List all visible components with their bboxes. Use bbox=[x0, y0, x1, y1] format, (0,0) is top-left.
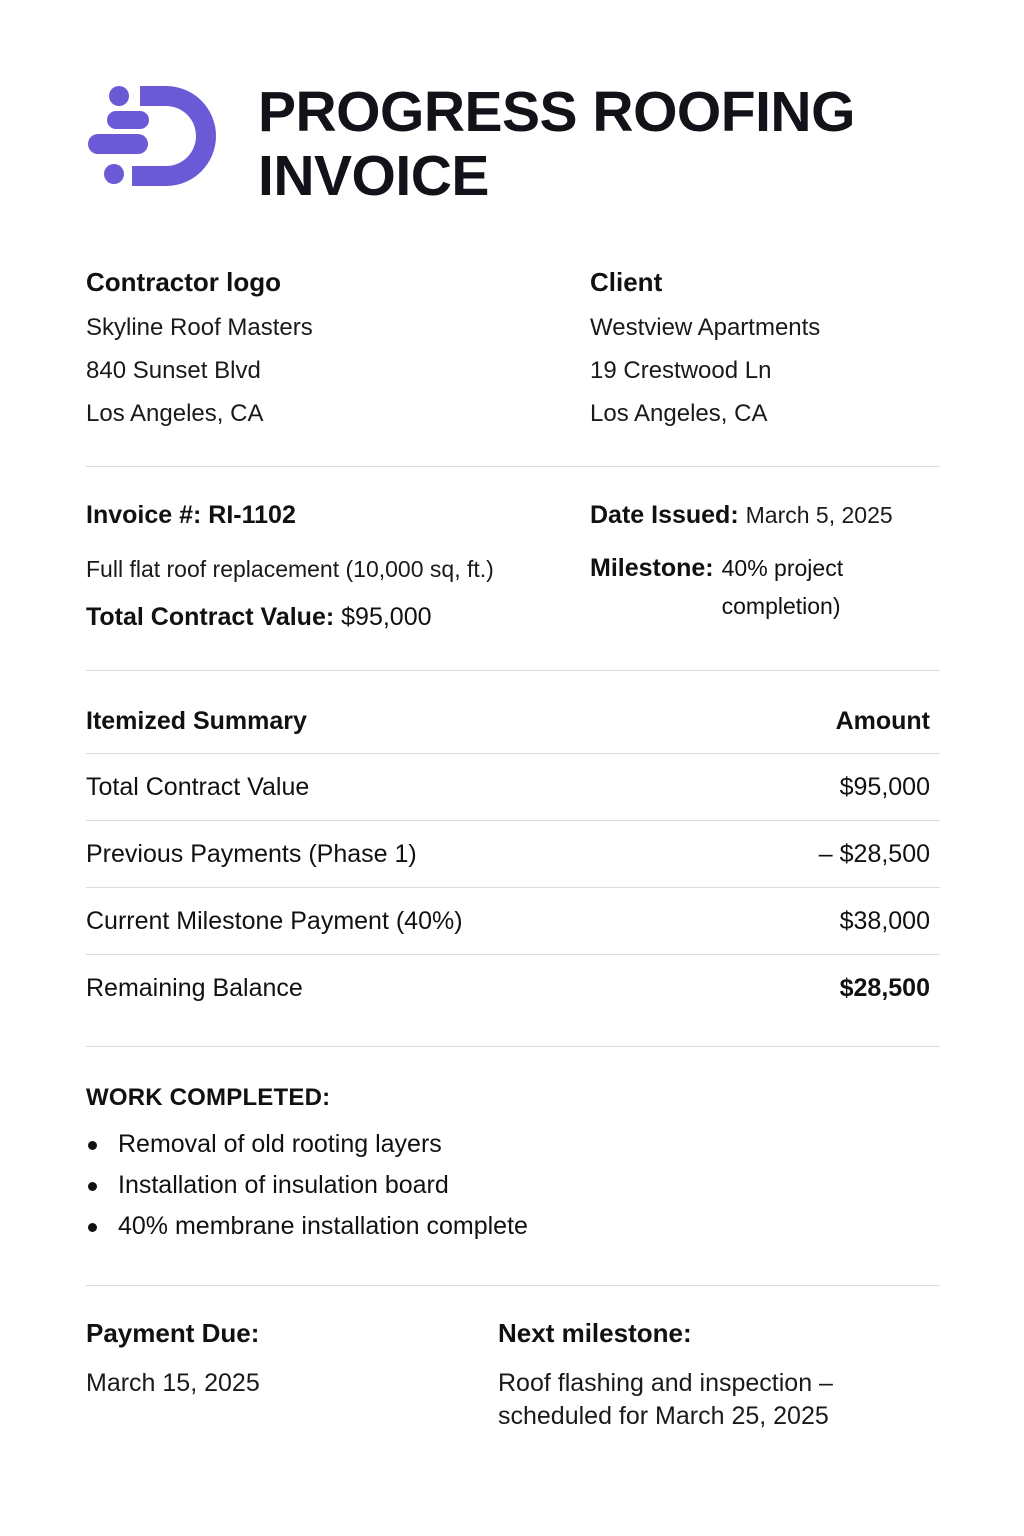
invoice-number-value: RI-1102 bbox=[208, 501, 296, 529]
milestone-value: 40% project completion) bbox=[721, 555, 844, 619]
client-city: Los Angeles, CA bbox=[590, 400, 768, 427]
work-list bbox=[86, 1124, 940, 1247]
client-heading: Client bbox=[590, 267, 663, 297]
payment-due-block bbox=[86, 1315, 466, 1403]
bullet-icon bbox=[88, 1141, 97, 1150]
client-name: Westview Apartments bbox=[590, 314, 821, 341]
contractor-city: Los Angeles, CA bbox=[86, 400, 264, 427]
contract-value-line bbox=[86, 601, 586, 633]
date-issued-line bbox=[590, 499, 940, 531]
milestone-line bbox=[590, 549, 940, 625]
payment-due-date: March 15, 2025 bbox=[86, 1369, 260, 1397]
row-label: Total Contract Value bbox=[86, 772, 310, 801]
header-amount: Amount bbox=[835, 707, 930, 735]
client-street: 19 Crestwood Ln bbox=[590, 357, 772, 384]
divider bbox=[86, 1285, 940, 1286]
divider bbox=[86, 670, 940, 671]
next-milestone-heading: Next milestone: bbox=[498, 1318, 692, 1348]
row-label: Remaining Balance bbox=[86, 974, 303, 1002]
bullet-icon bbox=[88, 1182, 97, 1191]
list-item bbox=[86, 1206, 940, 1247]
divider bbox=[86, 1046, 940, 1047]
table-row bbox=[86, 821, 940, 888]
remaining-balance-amount: $28,500 bbox=[839, 974, 930, 1002]
table-header bbox=[86, 690, 940, 754]
next-milestone-line-2: scheduled for March 25, 2025 bbox=[498, 1402, 829, 1430]
itemized-summary-table bbox=[86, 690, 940, 1022]
row-amount: – $28,500 bbox=[818, 839, 930, 868]
work-heading: WORK COMPLETED: bbox=[86, 1084, 331, 1111]
invoice-number-label: Invoice #: bbox=[86, 501, 202, 529]
title-line-2: INVOICE bbox=[258, 144, 489, 208]
row-label: Current Milestone Payment (40%) bbox=[86, 906, 463, 935]
row-label: Previous Payments (Phase 1) bbox=[86, 839, 417, 868]
title-line-1: PROGRESS ROOFING bbox=[258, 80, 855, 144]
milestone-label: Milestone: bbox=[590, 554, 714, 582]
payment-due-heading: Payment Due: bbox=[86, 1318, 260, 1348]
row-amount: $38,000 bbox=[839, 906, 930, 935]
table-row bbox=[86, 754, 940, 821]
contract-value-label: Total Contract Value: bbox=[86, 603, 335, 631]
date-issued-value: March 5, 2025 bbox=[745, 502, 893, 528]
page-title bbox=[258, 80, 958, 208]
invoice-meta-left bbox=[86, 499, 586, 633]
invoice-number bbox=[86, 499, 586, 531]
contractor-block bbox=[86, 266, 506, 435]
company-logo-icon bbox=[88, 84, 218, 188]
date-issued-label: Date Issued: bbox=[590, 501, 739, 529]
contractor-street: 840 Sunset Blvd bbox=[86, 357, 261, 384]
next-milestone-block bbox=[498, 1315, 938, 1436]
project-description: Full flat roof replacement (10,000 sq, ft.) bbox=[86, 556, 494, 582]
work-item-text: 40% membrane installation complete bbox=[118, 1212, 528, 1240]
header-item: Itemized Summary bbox=[86, 707, 307, 735]
work-item-text: Installation of insulation board bbox=[118, 1171, 449, 1199]
invoice-meta-right bbox=[590, 499, 940, 625]
divider bbox=[86, 466, 940, 467]
list-item bbox=[86, 1165, 940, 1206]
work-item-text: Removal of old rooting layers bbox=[118, 1130, 442, 1158]
contractor-heading: Contractor logo bbox=[86, 267, 281, 297]
work-completed-section bbox=[86, 1080, 940, 1247]
bullet-icon bbox=[88, 1223, 97, 1232]
next-milestone-line-1: Roof flashing and inspection – bbox=[498, 1369, 833, 1397]
contractor-name: Skyline Roof Masters bbox=[86, 314, 313, 341]
table-row bbox=[86, 955, 940, 1022]
row-amount: $95,000 bbox=[839, 772, 930, 801]
contract-value: $95,000 bbox=[341, 603, 432, 631]
list-item bbox=[86, 1124, 940, 1165]
client-block bbox=[590, 266, 1010, 435]
table-row bbox=[86, 888, 940, 955]
